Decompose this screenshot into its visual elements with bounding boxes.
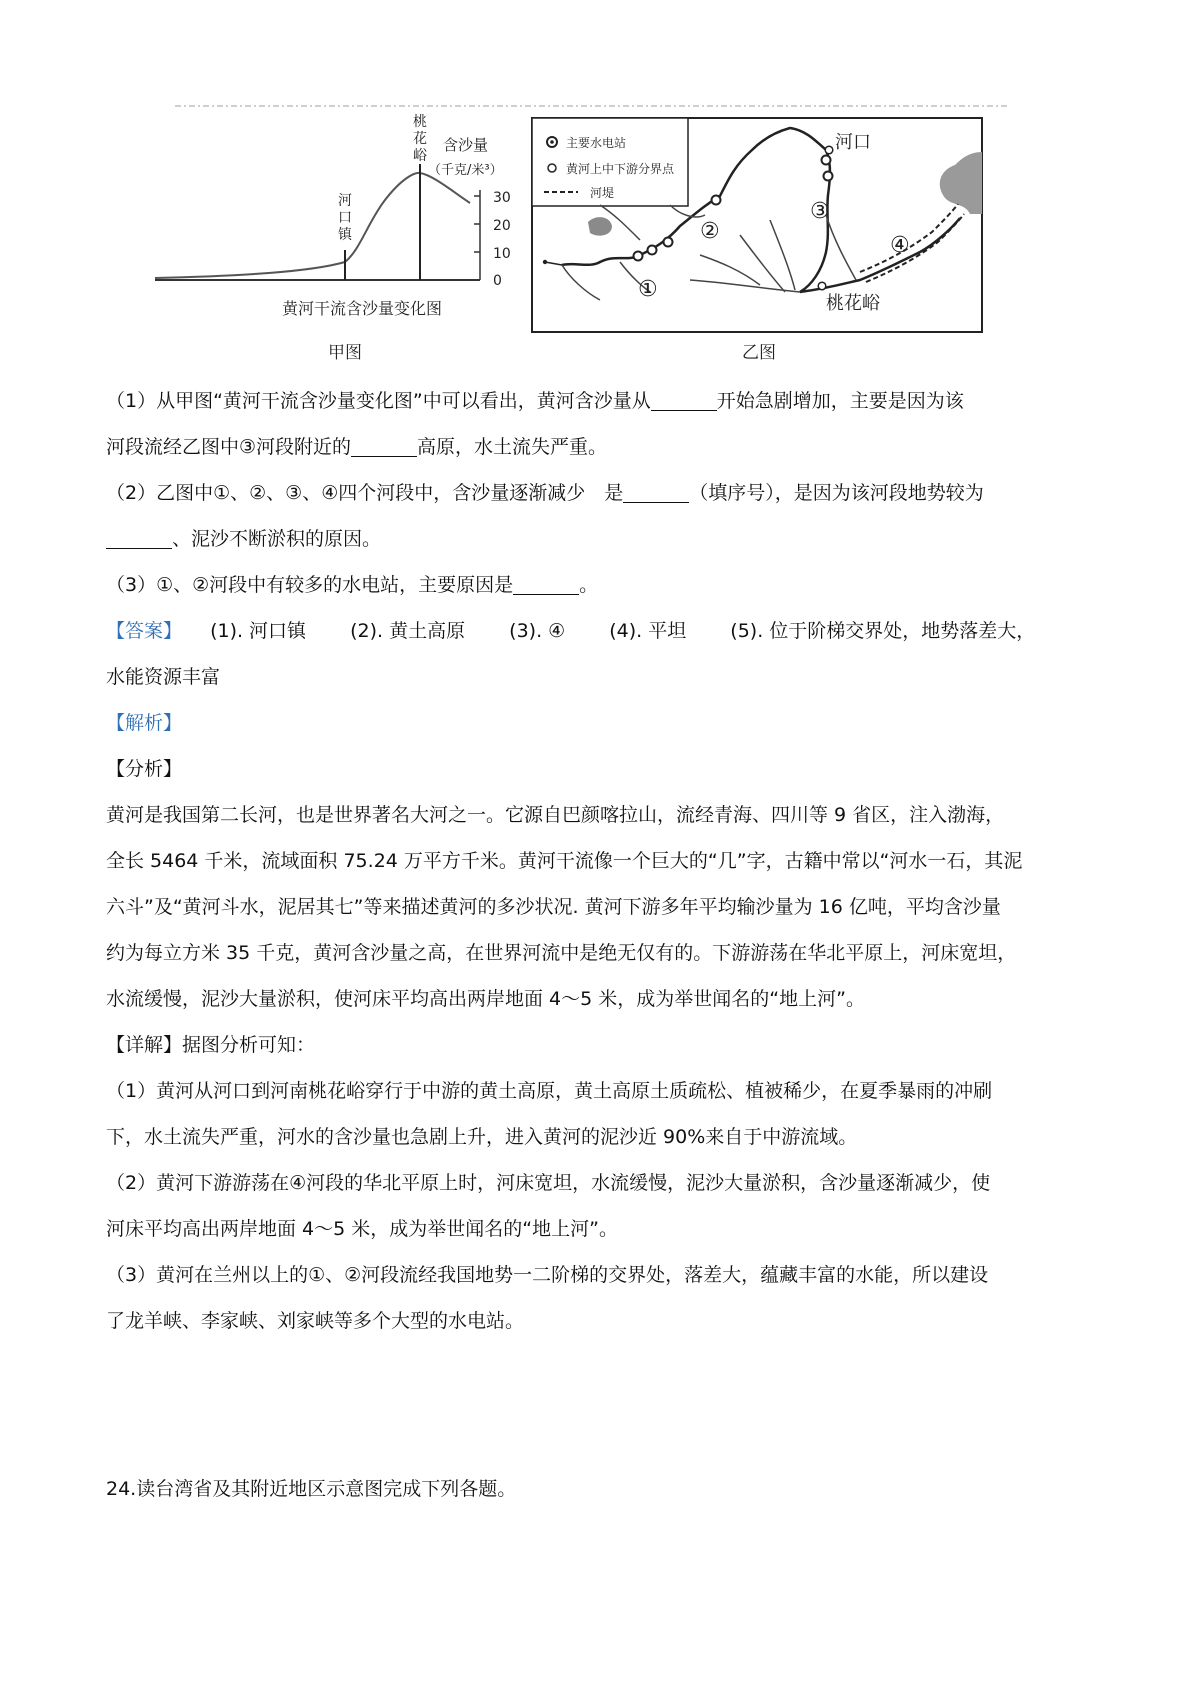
question-24: 24.读台湾省及其附近地区示意图完成下列各题。 <box>106 1478 517 1500</box>
analysis-line: 黄河是我国第二长河，也是世界著名大河之一。它源自巴颜喀拉山，流经青海、四川等 9 省区，注入渤海， <box>106 804 1005 826</box>
q2-line-2 <box>106 516 1104 562</box>
q3-blank <box>513 570 579 595</box>
y-tick-label: 0 <box>493 273 502 289</box>
legend-levee-label: 河堤 <box>590 186 615 200</box>
figure-area <box>0 0 1200 370</box>
analysis-line: 约为每立方米 35 千克，黄河含沙量之高，在世界河流中是绝无仅有的。下游游荡在华北平原上，河床宽坦， <box>106 942 1017 964</box>
unit-label: 含沙量 <box>443 136 489 154</box>
q1-text-b: 开始急剧增加，主要是因为该 <box>716 390 964 412</box>
y-tick-label: 30 <box>493 190 511 206</box>
q1-blank-2 <box>351 432 417 457</box>
taohuayu-boundary-point <box>818 282 826 290</box>
q2-blank-2 <box>106 524 172 549</box>
answer-item-2: (2). 黄土高原 <box>350 620 466 642</box>
y-tick-label: 20 <box>493 218 511 234</box>
q2-text-c: 、泥沙不断淤积的原因。 <box>172 528 382 550</box>
svg-text:口: 口 <box>338 210 352 226</box>
svg-text:镇: 镇 <box>338 227 352 243</box>
jiexi-tag: 【解析】 <box>106 712 183 734</box>
sediment-chart <box>155 113 511 318</box>
q1-text-a: （1）从甲图“黄河干流含沙量变化图”中可以看出，黄河含沙量从 <box>106 390 651 412</box>
analysis-line: 全长 5464 千米，流域面积 75.24 万平方千米。黄河干流像一个巨大的“几”字，古籍中常以“河水一石，其泥 <box>106 850 1023 872</box>
q3-text-b: 。 <box>579 574 599 596</box>
hekou-boundary-point <box>825 146 833 154</box>
svg-text:花: 花 <box>413 131 427 147</box>
q3-text-a: （3）①、②河段中有较多的水电站，主要原因是 <box>106 574 514 596</box>
q2-line-1 <box>106 470 1104 516</box>
legend-boundary-label: 黄河上中下游分界点 <box>566 162 675 176</box>
detail-line: 了龙羊峡、李家峡、刘家峡等多个大型的水电站。 <box>106 1310 525 1332</box>
svg-text:峪: 峪 <box>413 148 427 164</box>
q2-blank-1 <box>623 478 689 503</box>
bohai-sea <box>940 152 982 214</box>
detail-line: （3）黄河在兰州以上的①、②河段流经我国地势一二阶梯的交界处，落差大，蕴藏丰富的水能，所以建设 <box>106 1264 989 1286</box>
q1-line-2 <box>106 424 1104 470</box>
river-map <box>532 118 982 332</box>
answer-item-5: (5). 位于阶梯交界处，地势落差大， <box>730 620 1036 642</box>
q3-line <box>106 562 1104 608</box>
svg-text:河: 河 <box>338 193 352 209</box>
detail-line: （2）黄河下游游荡在④河段的华北平原上时，河床宽坦，水流缓慢，泥沙大量淤积，含沙量逐渐减少，使 <box>106 1172 991 1194</box>
qinghai-lake <box>588 217 612 236</box>
q2-text-a: （2）乙图中①、②、③、④四个河段中，含沙量逐渐减少 是 <box>106 482 624 504</box>
question-text <box>106 378 1104 1344</box>
caption-yi: 乙图 <box>742 343 776 363</box>
svg-text:桃: 桃 <box>413 114 427 130</box>
detail-line: 下，水土流失严重，河水的含沙量也急剧上升，进入黄河的泥沙近 90%来自于中游流域。 <box>106 1126 858 1148</box>
answer-tag: 【答案】 <box>106 620 183 642</box>
q1-line-1 <box>106 378 1104 424</box>
detail-line: 【详解】据图分析可知： <box>106 1034 316 1056</box>
segment-4: ④ <box>890 233 910 258</box>
legend-hydro-label: 主要水电站 <box>566 136 627 150</box>
sediment-curve <box>155 173 470 278</box>
unit-label-units: （千克/米³） <box>428 163 503 178</box>
answer-item-1: (1). 河口镇 <box>210 620 307 642</box>
q1-text-d: 高原，水土流失严重。 <box>417 436 608 458</box>
q1-blank-1 <box>651 386 717 411</box>
q1-text-c: 河段流经乙图中③河段附近的 <box>106 436 352 458</box>
hekou-label: 河口 <box>835 132 871 153</box>
answer-item-4: (4). 平坦 <box>609 620 687 642</box>
segment-3: ③ <box>810 199 830 224</box>
detail-line: （1）黄河从河口到河南桃花峪穿行于中游的黄土高原，黄土高原土质疏松、植被稀少，在夏季暴雨的冲刷 <box>106 1080 993 1102</box>
taohuayu-label <box>413 113 428 164</box>
answer-line-1 <box>106 608 1104 654</box>
chart-title: 黄河干流含沙量变化图 <box>282 299 443 318</box>
segment-2: ② <box>700 219 720 244</box>
caption-jia: 甲图 <box>328 343 362 363</box>
boundary-legend-icon <box>548 164 556 172</box>
river-source <box>543 260 562 265</box>
analysis-line: 水流缓慢，泥沙大量淤积，使河床平均高出两岸地面 4～5 米，成为举世闻名的“地上河”。 <box>106 988 865 1010</box>
segment-1: ① <box>638 277 658 302</box>
fenxi-tag: 【分析】 <box>106 758 183 780</box>
detail-line: 河床平均高出两岸地面 4～5 米，成为举世闻名的“地上河”。 <box>106 1218 618 1240</box>
hydro-station-legend-icon-dot <box>550 140 554 144</box>
answer-item-3: (3). ④ <box>509 620 566 642</box>
answer-line-2: 水能资源丰富 <box>106 666 221 688</box>
hekouzhen-label <box>338 193 353 243</box>
taohuayu-map-label: 桃花峪 <box>826 293 880 314</box>
y-tick-label: 10 <box>493 246 511 262</box>
analysis-line: 六斗”及“黄河斗水，泥居其七”等来描述黄河的多沙状况. 黄河下游多年平均输沙量为 16 亿吨，平均含沙量 <box>106 896 1001 918</box>
q2-text-b: （填序号），是因为该河段地势较为 <box>689 482 984 504</box>
